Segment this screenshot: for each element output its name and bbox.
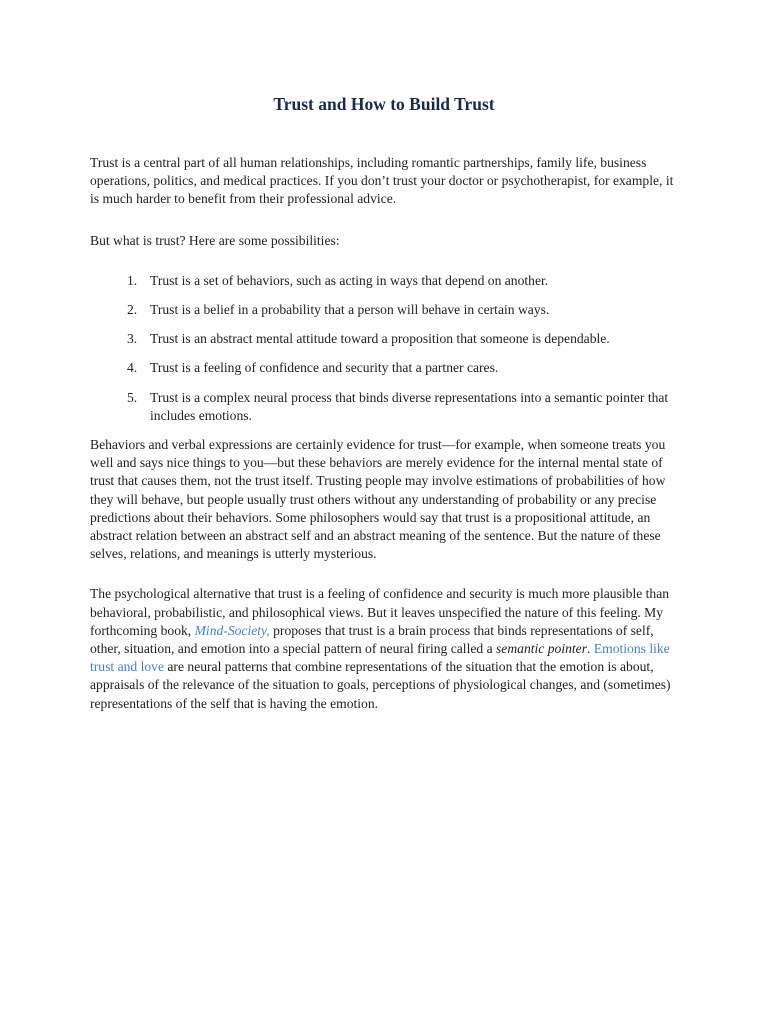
- psych-text-2: proposes that trust is a brain process that binds representations of self, other, situation, and emotion into a special pattern of neural firing called a: [90, 622, 654, 657]
- possibilities-list: [90, 272, 680, 425]
- list-item-text: Trust is an abstract mental attitude toward a proposition that someone is dependable.: [150, 331, 610, 347]
- document-body: [90, 154, 680, 713]
- list-item-number: 1.: [127, 272, 138, 288]
- psych-text-3: .: [587, 641, 594, 657]
- page-title: Trust and How to Build Trust: [273, 94, 495, 114]
- list-item-text: Trust is a set of behaviors, such as acting in ways that depend on another.: [150, 272, 549, 288]
- list-item-number: 4.: [127, 360, 138, 376]
- book-link[interactable]: Mind-Society,: [194, 622, 270, 638]
- list-item-text: Trust is a belief in a probability that a person will behave in certain ways.: [150, 302, 550, 318]
- list-item-number: 2.: [127, 302, 138, 318]
- list-item-number: 5.: [127, 389, 138, 405]
- question-paragraph: But what is trust? Here are some possibilities:: [90, 232, 340, 248]
- list-item: [90, 330, 680, 348]
- list-item-number: 3.: [127, 331, 138, 347]
- intro-paragraph: Trust is a central part of all human relationships, including romantic partnerships, family life, business operations, politics, and medical practices. If you don’t trust your doctor or psychotherapist, for example, it is much harder to benefit from their professional advice.: [90, 155, 674, 207]
- psych-text-4: are neural patterns that combine representations of the situation that the emotion is about, appraisals of the relevance of the situation to goals, perceptions of physiological changes, and (sometimes) representations of the self that is having the emotion.: [90, 659, 671, 711]
- list-item-text: Trust is a feeling of confidence and security that a partner cares.: [150, 360, 499, 376]
- list-item: [90, 389, 680, 425]
- behaviors-paragraph: Behaviors and verbal expressions are certainly evidence for trust—for example, when someone treats you well and says nice things to you—but these behaviors are merely evidence for the internal mental state of trust that causes them, not the trust itself. Trusting people may involve estimations of probabilities of how they will behave, but people usually trust others without any understanding of probability or any precise predictions about their behaviors. Some philosophers would say that trust is a propositional attitude, an abstract relation between an abstract self and an abstract meaning of the sentence. But the nature of these selves, relations, and meanings is utterly mysterious.: [90, 437, 666, 562]
- emotions-link[interactable]: Emotions like trust and love: [90, 641, 670, 675]
- list-item: [90, 272, 680, 290]
- list-item: [90, 301, 680, 319]
- psych-text-1: The psychological alternative that trust is a feeling of confidence and security is much more plausible than behavioral, probabilistic, and philosophical views. But it leaves unspecified the nature of this feeling. My forthcoming book,: [90, 586, 670, 638]
- semantic-pointer-term: semantic pointer: [496, 641, 588, 657]
- list-item-text: Trust is a complex neural process that binds diverse representations into a semantic pointer that includes emotions.: [150, 389, 669, 423]
- list-item: [90, 359, 680, 377]
- psychological-paragraph: [90, 585, 680, 712]
